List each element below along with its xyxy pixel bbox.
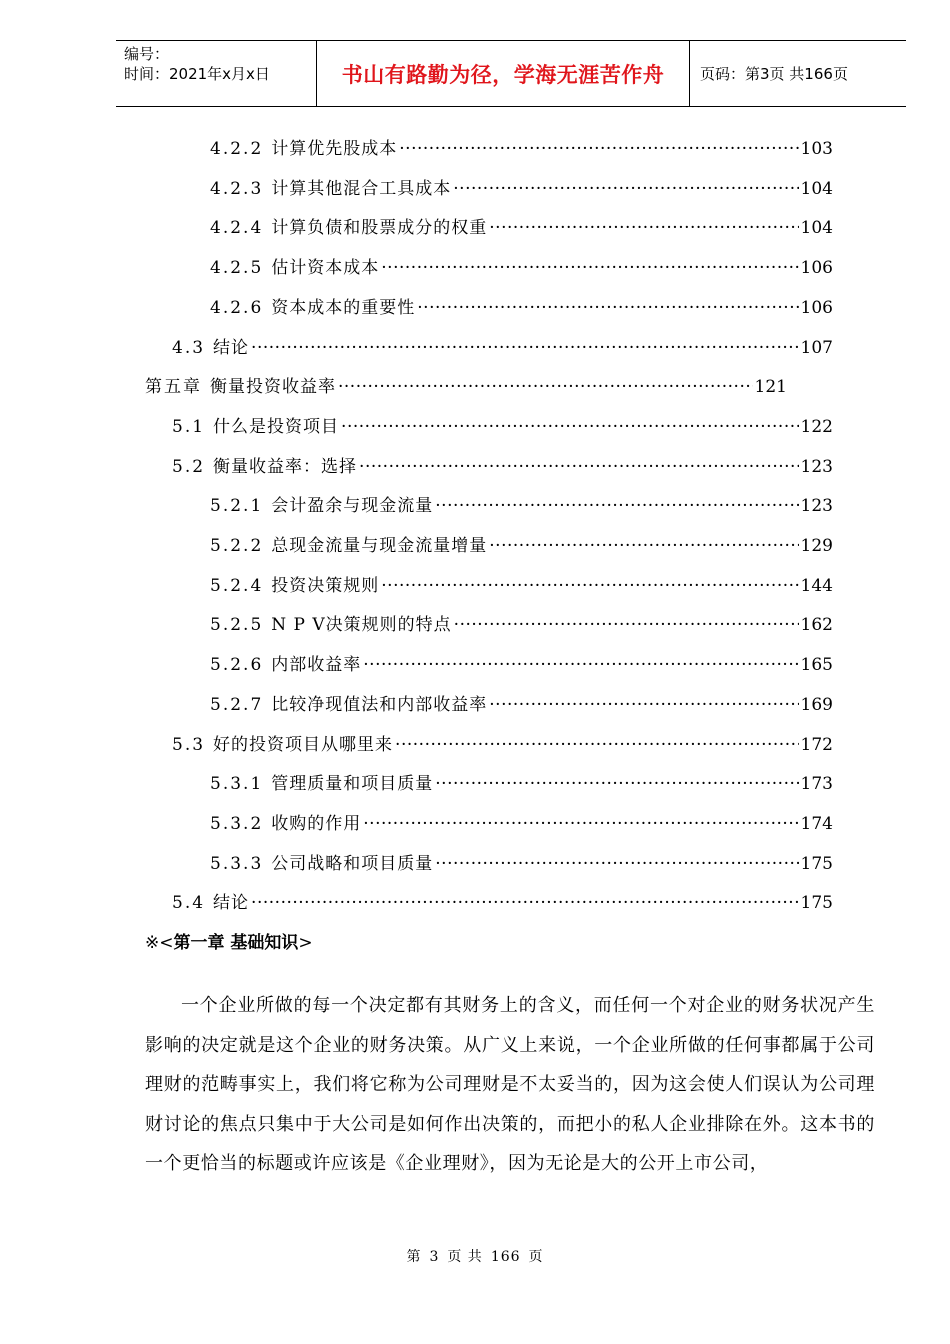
toc-entry	[210, 129, 833, 169]
toc-page-number: 172	[800, 734, 833, 755]
toc-page-number: 175	[800, 893, 833, 914]
toc-page-number: 123	[800, 456, 833, 477]
section-suffix: >	[298, 933, 313, 953]
toc-page-number: 169	[800, 694, 833, 715]
toc-number: 第五章	[145, 377, 202, 398]
toc-leader-dots	[381, 248, 798, 288]
toc-number: 5.2.5	[210, 615, 264, 636]
toc-title: 衡量投资收益率	[210, 377, 336, 398]
toc-title: 计算优先股成本	[271, 139, 398, 159]
serial-label: 编号：	[124, 45, 170, 63]
toc-entry	[210, 844, 833, 884]
toc-entry	[210, 566, 833, 606]
toc-title: 计算其他混合工具成本	[271, 178, 452, 199]
toc-title: 公司战略和项目质量	[271, 853, 434, 874]
toc-leader-dots	[435, 486, 798, 526]
footer-total: 166	[490, 1249, 521, 1265]
toc-number: 5.3.2	[210, 813, 264, 834]
toc-page-number: 162	[800, 615, 833, 636]
toc-title: 投资决策规则	[271, 575, 380, 596]
section-prefix: ※<	[145, 933, 174, 953]
toc-entry	[210, 645, 833, 685]
toc-title: 什么是投资项目	[213, 416, 340, 437]
footer-middle: 页 共	[447, 1249, 483, 1265]
toc-page-number: 165	[800, 655, 833, 676]
toc-page-number: 174	[800, 813, 833, 834]
toc-title: 管理质量和项目质量	[271, 774, 434, 795]
toc-page-number: 104	[800, 218, 833, 239]
toc-page-number: 123	[800, 496, 833, 517]
toc-page-number: 173	[800, 774, 833, 795]
toc-leader-dots	[417, 288, 798, 328]
toc-page-number: 144	[800, 575, 833, 596]
page-footer	[0, 1246, 950, 1266]
toc-leader-dots	[381, 566, 798, 606]
toc-page-number: 129	[800, 536, 833, 556]
footer-suffix: 页	[528, 1249, 544, 1265]
body-paragraph: 一个企业所做的每一个决定都有其财务上的含义，而任何一个对企业的财务状况产生影响的决定就是这个企业的财务决策。从广义上来说，一个企业所做的任何事都属于公司理财的范畴事实上，我们将它称为公司理财是不太妥当的，因为这会使人们误认为公司理财讨论的焦点只集中于大公司是如何作出决策的，而把小的私人企业排除在外。这本书的一个更恰当的标题或许应该是《企业理财》，因为无论是大的公开上市公司，	[145, 995, 875, 1174]
page-header	[116, 40, 906, 107]
toc-title: 好的投资项目从哪里来	[213, 734, 394, 755]
toc-number: 4.2.4	[210, 218, 264, 239]
toc-page-number: 103	[800, 139, 833, 159]
toc-title: N P V决策规则的特点	[271, 615, 452, 636]
toc-leader-dots	[363, 804, 798, 844]
toc-leader-dots	[489, 208, 798, 248]
toc-number: 4.2.3	[210, 178, 264, 199]
footer-prefix: 第	[406, 1249, 422, 1265]
toc-number: 5.3.1	[210, 774, 264, 795]
header-motto: 书山有路勤为径，学海无涯苦作舟	[316, 41, 690, 106]
toc-entry	[210, 526, 833, 566]
toc-title: 会计盈余与现金流量	[271, 496, 434, 517]
toc-title: 资本成本的重要性	[271, 297, 416, 318]
toc-leader-dots	[489, 685, 798, 725]
toc-number: 5.2	[172, 456, 206, 477]
toc-entry	[172, 328, 833, 368]
toc-number: 5.1	[172, 416, 206, 437]
toc-page-number: 106	[800, 258, 833, 279]
section-heading	[145, 928, 313, 953]
toc-entry	[210, 248, 833, 288]
toc-page-number: 107	[800, 337, 833, 358]
toc-entry	[145, 367, 787, 407]
toc-title: 衡量收益率：选择	[213, 456, 358, 477]
time-label: 时间：2021年x月x日	[124, 65, 270, 83]
toc-page-number: 175	[800, 853, 833, 874]
toc-leader-dots	[251, 883, 799, 923]
toc-title: 总现金流量与现金流量增量	[271, 536, 488, 556]
toc-number: 4.2.6	[210, 297, 264, 318]
toc-entry	[210, 486, 833, 526]
toc-entry	[210, 764, 833, 804]
toc-number: 4.2.2	[210, 139, 264, 159]
toc-title: 结论	[213, 337, 250, 358]
toc-entry	[172, 883, 833, 923]
toc-leader-dots	[338, 367, 753, 407]
toc-entry	[210, 605, 833, 645]
toc-leader-dots	[399, 129, 798, 169]
toc-entry	[210, 804, 833, 844]
toc-entry	[172, 725, 833, 765]
toc-page-number: 106	[800, 297, 833, 318]
toc-title: 结论	[213, 893, 250, 914]
toc-number: 5.2.1	[210, 496, 264, 517]
toc-page-number: 104	[800, 178, 833, 199]
toc-number: 5.2.2	[210, 536, 264, 556]
toc-entry	[172, 407, 833, 447]
toc-title: 估计资本成本	[271, 258, 380, 279]
toc-leader-dots	[395, 725, 799, 765]
toc-entry	[172, 447, 833, 487]
toc-entry	[210, 169, 833, 209]
toc-leader-dots	[359, 447, 799, 487]
toc-leader-dots	[454, 605, 799, 645]
toc-title: 内部收益率	[271, 655, 362, 676]
toc-leader-dots	[489, 526, 798, 566]
toc-entry	[210, 208, 833, 248]
toc-number: 5.3.3	[210, 853, 264, 874]
toc-number: 5.3	[172, 734, 206, 755]
toc-page-number: 122	[800, 416, 833, 437]
toc-number: 5.2.7	[210, 694, 264, 715]
header-page-info: 页码：第3页 共166页	[700, 65, 848, 83]
footer-page: 3	[429, 1249, 440, 1265]
toc-title: 计算负债和股票成分的权重	[271, 218, 488, 239]
toc-number: 5.2.4	[210, 575, 264, 596]
toc-number: 4.2.5	[210, 258, 264, 279]
toc-title: 收购的作用	[271, 813, 362, 834]
toc-leader-dots	[363, 645, 798, 685]
toc-leader-dots	[435, 844, 798, 884]
toc-entry	[210, 288, 833, 328]
toc-leader-dots	[251, 328, 799, 368]
toc-number: 5.4	[172, 893, 206, 914]
toc-number: 4.3	[172, 337, 206, 358]
toc-leader-dots	[435, 764, 798, 804]
toc-title: 比较净现值法和内部收益率	[271, 694, 488, 715]
header-meta	[116, 41, 316, 106]
section-title: 第一章 基础知识	[173, 933, 299, 953]
toc-entry	[210, 685, 833, 725]
toc-page-number: 121	[754, 377, 787, 398]
toc-leader-dots	[453, 169, 798, 209]
toc-number: 5.2.6	[210, 655, 264, 676]
toc-leader-dots	[341, 407, 799, 447]
